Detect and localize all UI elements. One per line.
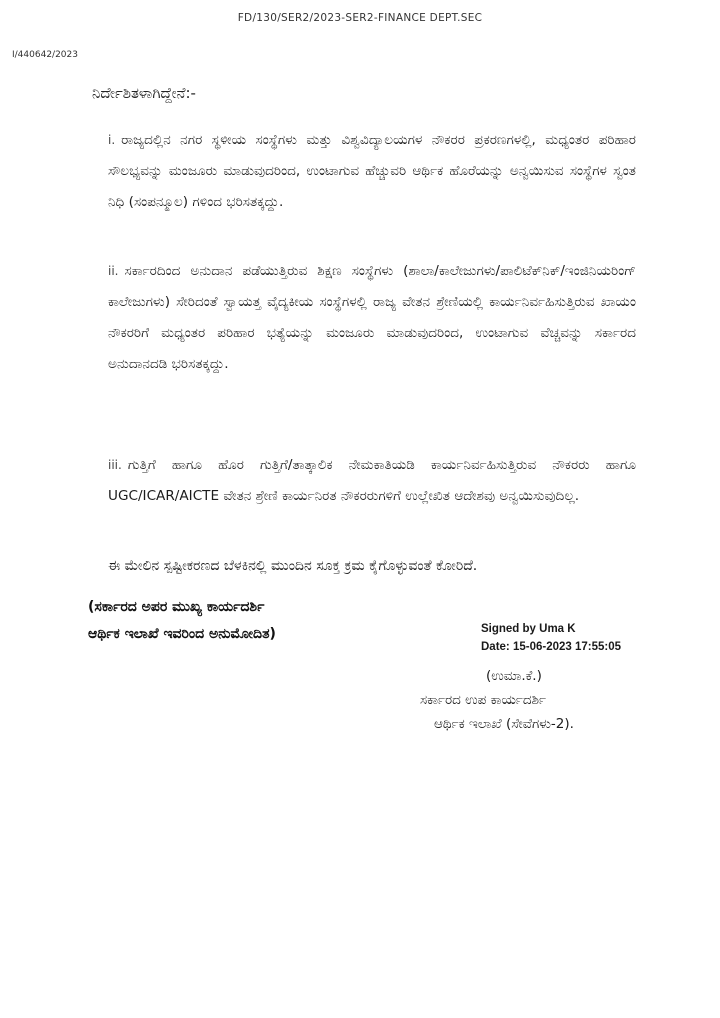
header-reference: FD/130/SER2/2023-SER2-FINANCE DEPT.SEC xyxy=(237,12,483,24)
closing-request: ಈ ಮೇಲಿನ ಸ್ಪಷ್ಟೀಕರಣದ ಬೆಳಕಿನಲ್ಲಿ ಮುಂದಿನ ಸೂಕ್ತ ಕ್ರಮ ಕೈಗೊಳ್ಳುವಂತೆ ಕೋರಿದೆ. xyxy=(108,558,478,574)
clause-item-1 xyxy=(108,125,636,218)
clause-text: ಗುತ್ತಿಗೆ ಹಾಗೂ ಹೊರ ಗುತ್ತಿಗೆ/ತಾತ್ಕಾಲಿಕ ನೇಮಕಾತಿಯಡಿ ಕಾರ್ಯನಿರ್ವಹಿಸುತ್ತಿರುವ ನೌಕರರು ಹಾಗೂ UGC/ICAR/AICTE ವೇತನ ಶ್ರೇಣಿ ಕಾರ್ಯನಿರತ ನೌಕರರುಗಳಿಗೆ ಉಲ್ಲೇಖಿತ ಆದೇಶವು ಅನ್ವಯಿಸುವುದಿಲ್ಲ. xyxy=(108,457,636,504)
clause-item-2 xyxy=(108,256,636,380)
approval-line-2: ಆರ್ಥಿಕ ಇಲಾಖೆ ಇವರಿಂದ ಅನುಮೋದಿತ) xyxy=(88,626,276,642)
digital-signature-stamp xyxy=(481,620,621,656)
approval-note xyxy=(88,594,276,648)
clause-number: i. xyxy=(108,133,116,147)
signatory-name: (ಉಮಾ.ಕೆ.) xyxy=(486,668,542,684)
signed-by: Signed by Uma K xyxy=(481,623,576,635)
clause-text: ಸರ್ಕಾರದಿಂದ ಅನುದಾನ ಪಡೆಯುತ್ತಿರುವ ಶಿಕ್ಷಣ ಸಂಸ್ಥೆಗಳು (ಶಾಲಾ/ಕಾಲೇಜುಗಳು/ಪಾಲಿಟೆಕ್‌ನಿಕ್/ಇಂಜಿನಿಯರಿಂಗ್ ಕಾಲೇಜುಗಳು) ಸೇರಿದಂತೆ ಸ್ವಾಯತ್ತ ವೈದ್ಯಕೀಯ ಸಂಸ್ಥೆಗಳಲ್ಲಿ ರಾಜ್ಯ ವೇತನ ಶ್ರೇಣಿಯಲ್ಲಿ ಕಾರ್ಯನಿರ್ವಹಿಸುತ್ತಿರುವ ಖಾಯಂ ನೌಕರರಿಗೆ ಮಧ್ಯಂತರ ಪರಿಹಾರ ಭತ್ಯೆಯನ್ನು ಮಂಜೂರು ಮಾಡುವುದರಿಂದ, ಉಂಟಾಗುವ ವೆಚ್ಚವನ್ನು ಸರ್ಕಾರದ ಅನುದಾನದಡಿ ಭರಿಸತಕ್ಕದ್ದು. xyxy=(108,263,636,372)
signatory-block xyxy=(420,664,574,736)
side-reference-number: I/440642/2023 xyxy=(12,50,78,60)
signature-date: Date: 15-06-2023 17:55:05 xyxy=(481,641,622,653)
signatory-designation: ಸರ್ಕಾರದ ಉಪ ಕಾರ್ಯದರ್ಶಿ xyxy=(420,692,547,708)
approval-line-1: (ಸರ್ಕಾರದ ಅಪರ ಮುಖ್ಯ ಕಾರ್ಯದರ್ಶಿ xyxy=(88,599,265,615)
clause-text: ರಾಜ್ಯದಲ್ಲಿನ ನಗರ ಸ್ಥಳೀಯ ಸಂಸ್ಥೆಗಳು ಮತ್ತು ವಿಶ್ವವಿದ್ಯಾಲಯಗಳ ನೌಕರರ ಪ್ರಕರಣಗಳಲ್ಲಿ, ಮಧ್ಯಂತರ ಪರಿಹಾರ ಸೌಲಭ್ಯವನ್ನು ಮಂಜೂರು ಮಾಡುವುದರಿಂದ, ಉಂಟಾಗುವ ಹೆಚ್ಚುವರಿ ಆರ್ಥಿಕ ಹೊರೆಯನ್ನು ಅನ್ವಯಿಸುವ ಸಂಸ್ಥೆಗಳ ಸ್ವಂತ ನಿಧಿ (ಸಂಪನ್ಮೂಲ) ಗಳಿಂದ ಭರಿಸತಕ್ಕದ್ದು. xyxy=(108,132,636,210)
intro-line: ನಿರ್ದೇಶಿತಳಾಗಿದ್ದೇನೆ:- xyxy=(92,84,196,102)
clause-number: iii. xyxy=(108,458,122,472)
clause-item-3 xyxy=(108,450,636,512)
clause-number: ii. xyxy=(108,264,119,278)
signatory-department: ಆರ್ಥಿಕ ಇಲಾಖೆ (ಸೇವೆಗಳು-2). xyxy=(434,716,574,732)
